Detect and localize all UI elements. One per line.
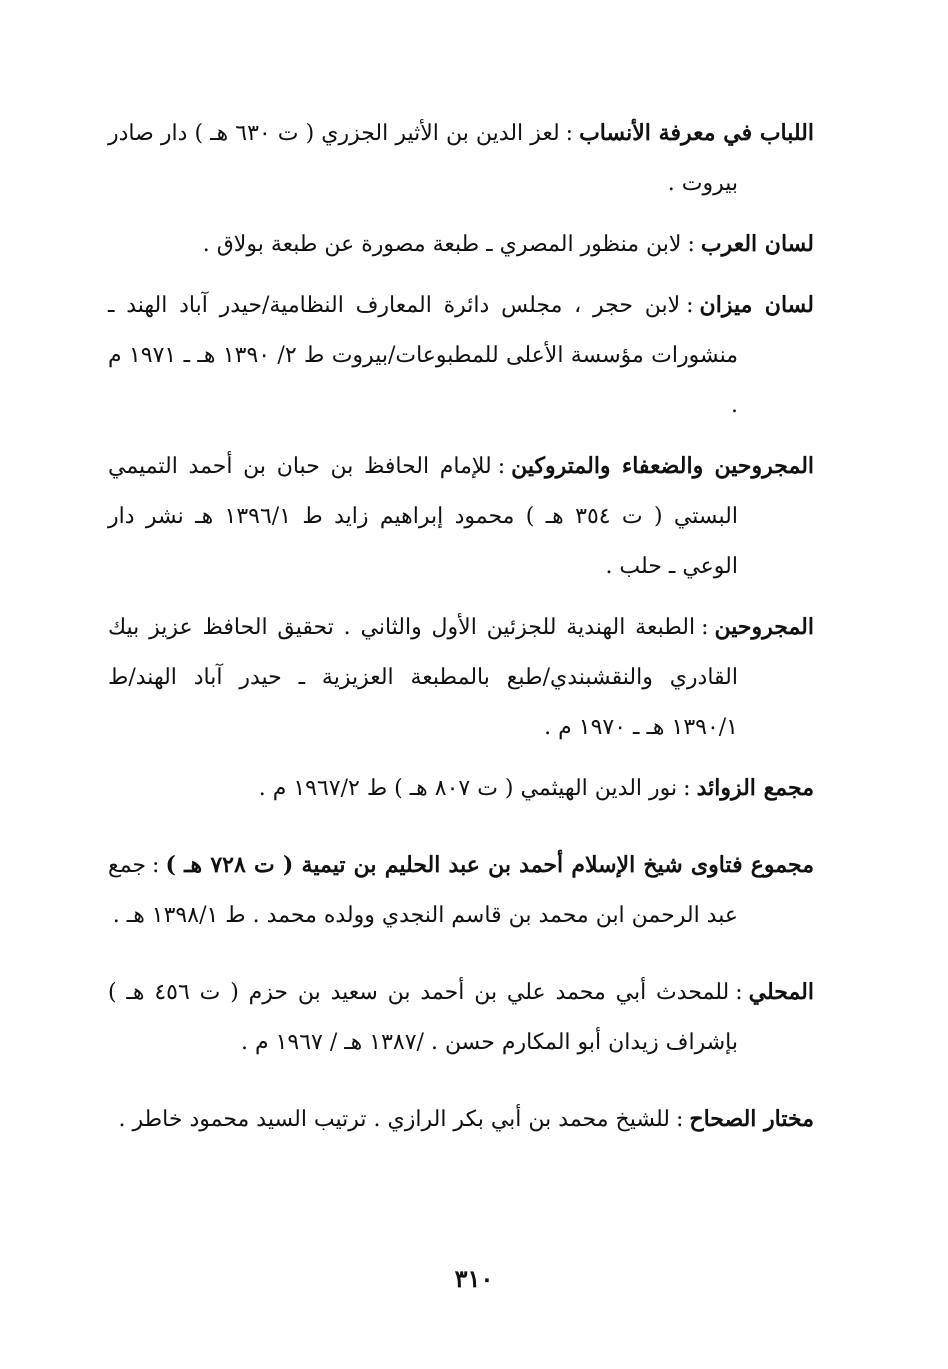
entry-separator: : bbox=[683, 776, 691, 801]
bibliography-entry bbox=[108, 441, 814, 592]
entry-separator: : bbox=[686, 293, 694, 318]
entry-text: جمع عبد الرحمن ابن محمد بن قاسم النجدي وولده محمد . ط ١٣٩٨/١ هـ . bbox=[108, 853, 738, 928]
bibliography-list bbox=[108, 108, 814, 1155]
entry-separator: : bbox=[675, 1107, 684, 1132]
entry-text: للشيخ محمد بن أبي بكر الرازي . ترتيب السيد محمود خاطر . bbox=[118, 1107, 670, 1132]
bibliography-entry bbox=[108, 1094, 814, 1145]
entry-separator: : bbox=[687, 232, 695, 257]
entry-text: نور الدين الهيثمي ( ت ٨٠٧ هـ ) ط ١٩٦٧/٢ م . bbox=[258, 776, 678, 801]
entry-term: مجمع الزوائد bbox=[696, 775, 814, 801]
entry-term: المحلي bbox=[748, 979, 814, 1005]
entry-term: مختار الصحاح bbox=[689, 1106, 814, 1132]
bibliography-entry bbox=[108, 280, 814, 431]
entry-text: لابن حجر ، مجلس دائرة المعارف النظامية/حيدر آباد الهند ـ منشورات مؤسسة الأعلى للمطبوعات/بيروت ط ٢/ ١٣٩٠ هـ ـ ١٩٧١ م . bbox=[108, 293, 738, 418]
entry-term: المجروحين والضعفاء والمتروكين bbox=[511, 453, 815, 479]
entry-term: مجموع فتاوى شيخ الإسلام أحمد بن عبد الحليم بن تيمية ( ت ٧٢٨ هـ ) bbox=[165, 852, 814, 878]
entry-text: للإمام الحافظ بن حبان بن أحمد التميمي البستي ( ت ٣٥٤ هـ ) محمود إبراهيم زايد ط ١٣٩٦/١ هـ نشر دار الوعي ـ حلب . bbox=[108, 454, 738, 579]
bibliography-entry bbox=[108, 108, 814, 209]
bibliography-entry bbox=[108, 763, 814, 814]
entry-text: للمحدث أبي محمد علي بن أحمد بن سعيد بن حزم ( ت ٤٥٦ هـ ) بإشراف زيدان أبو المكارم حسن . /١٣٨٧ هـ / ١٩٦٧ م . bbox=[108, 980, 738, 1055]
entry-term: لسان العرب bbox=[700, 231, 814, 257]
entry-text: الطبعة الهندية للجزئين الأول والثاني . تحقيق الحافظ عزيز بيك القادري والنقشبندي/طبع بالمطبعة العزيزية ـ حيدر آباد الهند/ط ١٣٩٠/١ هـ ـ ١٩٧٠ م . bbox=[108, 615, 738, 740]
entry-term: لسان ميزان bbox=[699, 292, 814, 318]
entry-term: المجروحين bbox=[714, 614, 814, 640]
entry-term: اللباب في معرفة الأنساب bbox=[579, 120, 814, 146]
entry-separator: : bbox=[701, 615, 709, 640]
bibliography-entry bbox=[108, 840, 814, 941]
bibliography-entry bbox=[108, 219, 814, 270]
entry-text: لعز الدين بن الأثير الجزري ( ت ٦٣٠ هـ ) دار صادر بيروت . bbox=[108, 121, 738, 196]
entry-text: لابن منظور المصري ـ طبعة مصورة عن طبعة بولاق . bbox=[202, 232, 682, 257]
entry-separator: : bbox=[565, 121, 574, 146]
page-number: ٣١٠ bbox=[454, 1264, 494, 1293]
entry-separator: : bbox=[152, 853, 160, 878]
bibliography-entry bbox=[108, 967, 814, 1068]
entry-separator: : bbox=[497, 454, 506, 479]
bibliography-entry bbox=[108, 602, 814, 753]
entry-separator: : bbox=[735, 980, 743, 1005]
